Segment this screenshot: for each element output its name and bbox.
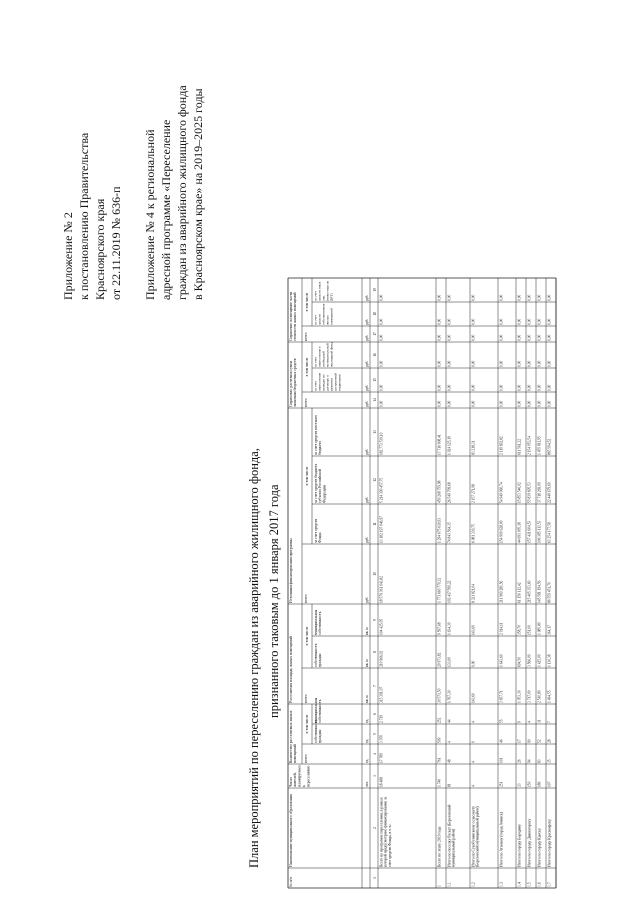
table-cell: 15 853 546,02 — [517, 482, 522, 503]
table-cell: 17 716 608,41 — [437, 434, 442, 455]
table-cell: 0,00 — [379, 334, 384, 341]
unit-label: руб. — [365, 400, 369, 407]
table-cell: 7 — [547, 721, 552, 723]
table-cell: 0,00 — [471, 360, 476, 367]
header-ref-v2: ДРТ) — [329, 293, 334, 301]
unit-label: руб. — [365, 448, 369, 455]
header-ref-v1: собственников — [321, 303, 326, 325]
header-rooms: помещений — [293, 744, 298, 763]
header-incl: в том числе — [305, 626, 309, 646]
table-cell: 61 156 112,42 — [517, 582, 522, 603]
column-number: 17 — [373, 332, 377, 336]
table-cell: 0,00 — [547, 360, 552, 367]
unit-label: ед. — [365, 758, 369, 763]
table-cell: 2 154 053,54 — [527, 436, 532, 455]
column-number: 2 — [373, 827, 377, 829]
unit-label: кв. м — [365, 695, 369, 703]
column-number: 6 — [373, 713, 377, 715]
column-number: 5 — [373, 733, 377, 735]
header-incl: в том числе — [305, 357, 309, 377]
column-number: 13 — [373, 430, 377, 434]
column-number: 10 — [373, 572, 377, 576]
header-ref-value: стоимости жилых помещений — [293, 292, 298, 341]
table-cell: 611 561,22 — [517, 438, 522, 455]
unit-label: руб. — [365, 596, 369, 603]
table-cell: 1 425,00 — [537, 654, 542, 667]
table-cell: 0,00 — [499, 294, 504, 301]
header-ref-b1: переселения — [317, 372, 322, 391]
row-name: Итого по городу Дивногорску — [527, 818, 532, 867]
column-number: 9 — [373, 619, 377, 621]
header-ref-v1: жилых — [325, 315, 330, 325]
table-cell: 35 — [547, 759, 552, 763]
unit-label: чел. — [365, 780, 369, 787]
table-cell: 0,00 — [447, 334, 452, 341]
title-line: План мероприятий по переселению граждан из аварийного жилищного фонда, — [247, 448, 261, 868]
table-cell: 20 973,82 — [437, 652, 442, 667]
table-cell: 694,50 — [517, 657, 522, 667]
header-area-total: всего — [303, 694, 308, 703]
table-cell: 865 594,52 — [547, 438, 552, 455]
table-cell: 1 024 125,19 — [447, 436, 452, 455]
row-name: муниципальный район) — [451, 828, 456, 867]
table-cell: 0,00 — [527, 400, 532, 407]
table-cell: 6 081 330,75 — [471, 524, 476, 543]
table-cell: 0,00 — [499, 334, 504, 341]
table-cell: 0,00 — [527, 318, 532, 325]
column-number: 14 — [373, 398, 377, 402]
column-number: 7 — [373, 685, 377, 687]
row-number: 1.7 — [547, 882, 552, 887]
table-cell: 210 966,02 — [379, 650, 384, 667]
table-cell: 48 — [447, 759, 452, 763]
header-ref-value: Справочно: возмещение части — [288, 291, 293, 341]
unit-label: руб. — [365, 384, 369, 391]
table-cell: 13 182 197 046,97 — [379, 516, 384, 543]
table-cell: 30 571,50 — [437, 688, 442, 703]
unit-label: руб. — [365, 318, 369, 325]
row-name: (Березовский муниципальный район) — [475, 806, 480, 867]
header-people: Число — [288, 777, 293, 787]
header-ref-v2: средств иных — [317, 281, 322, 301]
table-cell: 1 294 675 610,93 — [437, 517, 442, 543]
table-cell: 0,00 — [437, 294, 442, 301]
header-name: Наименование муниципального образования — [288, 794, 293, 867]
row-number: 1.2 — [471, 882, 476, 887]
table-cell: 154 900 628,00 — [499, 520, 504, 543]
table-cell: 0,00 — [517, 334, 522, 341]
table-cell: 157 411 604,53 — [527, 520, 532, 543]
header-ref-b2: свободный — [321, 351, 326, 367]
column-number: 12 — [373, 478, 377, 482]
table-cell: 0,00 — [537, 384, 542, 391]
table-cell: 150 — [527, 781, 532, 787]
table-cell: 2 014,11 — [499, 622, 504, 635]
header-rb-total: всего — [303, 398, 308, 407]
table-cell: 251 — [499, 781, 504, 787]
table-cell: 26 — [517, 759, 522, 763]
row-number: 1.6 — [537, 882, 542, 887]
table-cell: 2 719 — [379, 714, 384, 723]
table-cell: 143,60 — [471, 625, 476, 635]
table-cell: 4 — [471, 721, 476, 723]
table-cell: 0,00 — [517, 400, 522, 407]
table-cell: 104 425,05 — [379, 618, 384, 635]
table-cell: 0,00 — [517, 384, 522, 391]
table-cell: 0,00 — [447, 318, 452, 325]
table-cell: 0,00 — [527, 294, 532, 301]
unit-label: руб. — [365, 496, 369, 503]
header-private: граждан — [318, 653, 323, 667]
table-cell: 0,00 — [379, 384, 384, 391]
table-cell: 3 717,00 — [527, 690, 532, 703]
column-number: 16 — [373, 353, 377, 357]
column-number: 4 — [373, 753, 377, 755]
table-cell: 81 — [447, 783, 452, 787]
table-cell: 1 494,55 — [547, 690, 552, 703]
header-ref-b1: территории — [337, 374, 342, 391]
table-cell: 94 — [527, 759, 532, 763]
table-cell: 0,00 — [471, 660, 476, 667]
table-cell: 31 — [537, 719, 542, 723]
table-cell: 0,00 — [527, 334, 532, 341]
table-cell: 22 449 679,60 — [547, 482, 552, 503]
header-people: планируемых — [297, 765, 302, 787]
table-cell: 0,00 — [517, 318, 522, 325]
header-ref-b2: жилищный фонд — [329, 342, 334, 367]
header-ref-v1: за счет — [313, 315, 318, 325]
header-private: граждан — [318, 729, 323, 743]
table-cell: 8 321 821,04 — [471, 584, 476, 603]
header-municipal: собственность — [318, 699, 323, 723]
header-ref-b1: застроенной — [333, 372, 338, 391]
table-cell: 1 634,30 — [447, 622, 452, 635]
table-cell: 358,70 — [517, 625, 522, 635]
table-cell: 0,00 — [437, 360, 442, 367]
table-cell: 0,00 — [437, 334, 442, 341]
table-cell: 0,00 — [471, 334, 476, 341]
table-cell: 83 218,31 — [471, 440, 476, 455]
row-name: Итого по поселку Раскат (Березовский — [447, 804, 452, 867]
column-number: 8 — [373, 651, 377, 653]
table-cell: 101 — [499, 757, 504, 763]
table-cell: 9 597,68 — [437, 622, 442, 635]
header-line: адресной программе «Переселение — [159, 119, 173, 300]
unit-label: кв. м — [365, 627, 369, 635]
table-cell: 364,17 — [547, 625, 552, 635]
table-cell: 143,60 — [471, 693, 476, 703]
table-cell: 509 — [437, 737, 442, 743]
table-cell: 761 — [437, 757, 442, 763]
table-cell: 4 — [527, 721, 532, 723]
header-regional: субъекта Российской — [318, 469, 323, 503]
table-cell: 145 581 194,56 — [537, 580, 542, 603]
table-cell: 1 740 — [437, 778, 442, 787]
header-finance: Источники финансирования программы — [288, 538, 293, 603]
header-fund: за счет средств — [313, 518, 318, 543]
header-incl: в том числе — [305, 292, 309, 312]
header-rooms-total: всего — [303, 754, 308, 763]
table-cell: 0,00 — [537, 318, 542, 325]
table-cell: 0,00 — [537, 294, 542, 301]
table-cell: 55 839 695,53 — [527, 482, 532, 503]
header-num: № п/п — [288, 877, 293, 887]
row-number: 1.1 — [447, 882, 452, 887]
table-cell: 0,00 — [537, 360, 542, 367]
column-number: 11 — [373, 522, 377, 526]
row-number: 1.4 — [517, 882, 522, 887]
table-cell: 0,00 — [437, 400, 442, 407]
header-ref-b2: переселения в — [317, 346, 322, 367]
table-cell: 0,00 — [471, 400, 476, 407]
table-cell: 211 969 281,56 — [499, 580, 504, 603]
table-cell: 459 268 759,98 — [437, 480, 442, 503]
unit-label: ед. — [365, 738, 369, 743]
table-cell: 0,00 — [379, 400, 384, 407]
row-number: 1 — [437, 885, 442, 887]
table-cell: 0,00 — [471, 294, 476, 301]
row-name: Итого по Атаману (город Ачинск) — [499, 811, 504, 867]
table-cell: 107 — [547, 781, 552, 787]
header-regional: Федерации — [322, 485, 327, 503]
unit-label: кв. м — [365, 659, 369, 667]
row-name: Итого по городу Канску — [537, 828, 542, 867]
table-cell: 0,00 — [379, 318, 384, 325]
header-local: бюджета — [318, 440, 323, 455]
header-ref-b1: договору о — [325, 375, 330, 391]
table-cell: 1 130,38 — [547, 654, 552, 667]
header-fin-total: всего — [303, 594, 308, 603]
table-cell: 0,00 — [447, 384, 452, 391]
row-number: 1.5 — [527, 882, 532, 887]
header-line: к постановлению Правительства — [77, 132, 91, 300]
table-cell: 0,00 — [471, 384, 476, 391]
table-cell: 44 691 005,18 — [517, 522, 522, 543]
table-cell: 54 949 960,74 — [499, 482, 504, 503]
table-cell: 0,00 — [499, 318, 504, 325]
table-cell: 63 254 177,58 — [547, 522, 552, 543]
column-number: 19 — [373, 288, 377, 292]
table-cell: 3 657,71 — [499, 690, 504, 703]
table-cell: 0,00 — [447, 360, 452, 367]
table-cell: 1 053,30 — [517, 690, 522, 703]
table-cell: 0,00 — [547, 400, 552, 407]
header-ref-b2: муниципальный — [325, 343, 330, 367]
header-ref-b1: развитии — [329, 377, 334, 391]
table-cell: 0,00 — [537, 400, 542, 407]
table-cell: 2 157 271,98 — [471, 484, 476, 503]
header-line: Приложение № 4 к региональной — [143, 129, 157, 300]
table-cell: 3 070 — [379, 734, 384, 743]
table-cell: 3 566,00 — [527, 654, 532, 667]
table-cell: 2 510,80 — [537, 690, 542, 703]
table-cell: 18 488 — [379, 777, 384, 787]
unit-label: руб. — [365, 334, 369, 341]
table-cell: 0,00 — [447, 294, 452, 301]
table-cell: 186 — [537, 781, 542, 787]
table-cell: 5 214 390 457,75 — [379, 477, 384, 503]
header-fund: Фонда — [318, 532, 323, 543]
table-cell: 1 643,60 — [499, 654, 504, 667]
table-cell: 1 771 660 770,32 — [437, 577, 442, 603]
unit-label: руб. — [365, 294, 369, 301]
row-name: которой предусмотрено финансирование за — [383, 796, 388, 867]
table-cell: 0,00 — [447, 400, 452, 407]
table-cell: 9 — [517, 721, 522, 723]
table-cell: 0,00 — [547, 334, 552, 341]
header-people: к — [302, 785, 306, 787]
column-number: 18 — [373, 312, 377, 316]
table-cell: 4 — [447, 741, 452, 743]
table-cell: 44 — [447, 719, 452, 723]
table-cell: 151,00 — [527, 625, 532, 635]
header-incl: в том числе — [305, 466, 309, 486]
table-cell: 0,00 — [499, 360, 504, 367]
table-cell: 4 — [471, 761, 476, 763]
row-name: Всего по этапу 2019 года — [437, 826, 442, 867]
header-line: в Красноярском крае» на 2019–2025 годы — [191, 88, 205, 300]
header-line: граждан из аварийного жилищного фонда — [175, 85, 189, 300]
header-line: Красноярского края — [93, 198, 107, 300]
header-ref-v1: помещений — [329, 308, 334, 325]
header-ref-b1: за счет — [313, 381, 318, 391]
table-cell: 1 455 811,95 — [537, 436, 542, 455]
header-line: от 22.11.2019 № 636-п — [109, 186, 123, 300]
row-name: счет средств Фонда, в т. ч.: — [388, 823, 393, 867]
table-cell: 215 405 353,60 — [527, 580, 532, 603]
table-cell: 0,00 — [517, 294, 522, 301]
table-cell: 18 579 361 043,82 — [379, 576, 384, 603]
table-cell: 83 — [537, 759, 542, 763]
table-cell: 55 — [499, 719, 504, 723]
header-ref-v2: за счет — [313, 291, 318, 301]
unit-label: ед. — [365, 718, 369, 723]
table-cell: 0,00 — [499, 384, 504, 391]
header-ref-v2: (инвестора по — [325, 280, 330, 301]
header-line: Приложение № 2 — [61, 212, 75, 300]
column-number: 1 — [373, 877, 377, 879]
table-cell: 2 119 692,82 — [499, 436, 504, 455]
table-cell: 0,00 — [547, 294, 552, 301]
table-cell: 0,00 — [547, 384, 552, 391]
header-rv-total: всего — [303, 332, 308, 341]
table-cell: 315 391,07 — [379, 686, 384, 703]
header-incl: в том числе — [305, 714, 309, 734]
table-cell: 90 — [527, 739, 532, 743]
table-cell: 1 085,80 — [537, 622, 542, 635]
header-people: жителей, — [293, 772, 298, 787]
row-name: Итого по Сухобузимскому сельсовету — [471, 805, 476, 867]
table-cell: 0,00 — [527, 360, 532, 367]
table-cell: 252 — [437, 717, 442, 723]
title-line: признанного таковым до 1 января 2017 года — [267, 484, 281, 718]
table-cell: 0,00 — [517, 360, 522, 367]
header-municipal: собственность — [318, 611, 323, 635]
table-cell: 37 718 269,09 — [537, 482, 542, 503]
header-ref-b2: за счет — [313, 357, 318, 367]
table-cell: 0,00 — [547, 318, 552, 325]
header-private: собственность — [313, 719, 318, 743]
header-ref-v1: средств — [317, 313, 322, 325]
unit-label: руб. — [365, 360, 369, 367]
row-name: Всего по программе переселения, в рамках — [379, 797, 384, 867]
table-cell: 0,00 — [471, 318, 476, 325]
table-cell: 17 — [517, 739, 522, 743]
table-cell: 0,00 — [537, 334, 542, 341]
table-cell: 28 — [547, 739, 552, 743]
header-area: Расселяемая площадь жилых помещений — [288, 636, 293, 703]
row-number: 1.3 — [499, 882, 504, 887]
row-name: Итого по городу Бородину — [517, 824, 522, 867]
header-people: переселению — [306, 765, 311, 787]
table-cell: 0,00 — [527, 384, 532, 391]
table-cell: 52 — [537, 739, 542, 743]
header-ref-budget: Справочно: расчетная сумма — [288, 360, 293, 407]
table-cell: 74 843 564,35 — [447, 522, 452, 543]
header-private: собственность — [313, 643, 318, 667]
header-regional: за счет средств бюджета — [313, 463, 318, 503]
table-cell: 102 417 599,22 — [447, 580, 452, 603]
table-cell: 4 — [471, 785, 476, 787]
table-cell: 106 385 113,53 — [537, 520, 542, 543]
row-name: Итого по городу Красноярску — [547, 819, 552, 867]
table-cell: 133,00 — [447, 657, 452, 667]
table-cell: 17 789 — [379, 753, 384, 763]
header-municipal: муниципальная — [313, 609, 318, 635]
header-ref-b1: граждан по — [321, 374, 326, 391]
header-rooms: Количество расселяемых жилых — [288, 710, 293, 763]
table-cell: 0,00 — [437, 318, 442, 325]
header-municipal: муниципальная — [313, 697, 318, 723]
table-cell: 1 767,30 — [447, 690, 452, 703]
table-cell: 0,00 — [379, 360, 384, 367]
column-number: 15 — [373, 378, 377, 382]
table-cell: 0,00 — [499, 400, 504, 407]
table-cell: 33 — [517, 783, 522, 787]
table-cell: 86 559 451,70 — [547, 582, 552, 603]
header-local: за счет средств местного — [313, 414, 318, 455]
unit-label: руб. — [365, 536, 369, 543]
table-cell: 26 549 709,68 — [447, 482, 452, 503]
header-ref-budget: экономии бюджетных средств — [293, 358, 298, 407]
column-number: 3 — [373, 775, 377, 777]
table-cell: 0,00 — [379, 294, 384, 301]
table-cell: 46 — [499, 739, 504, 743]
table-cell: 0,00 — [437, 384, 442, 391]
header-ref-v2: лиц — [321, 295, 326, 301]
table-cell: 0 — [471, 741, 476, 743]
table-cell: 182 773 539,10 — [379, 432, 384, 455]
